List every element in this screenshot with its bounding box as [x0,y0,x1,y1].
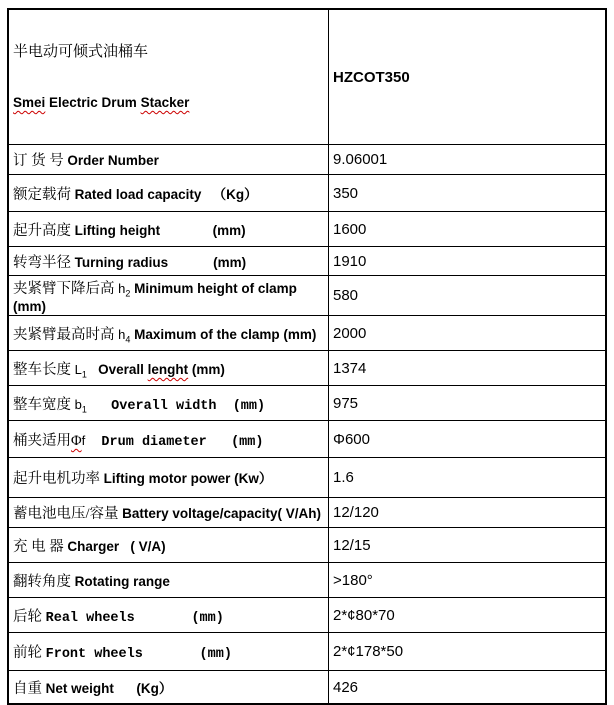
header-row [8,9,606,145]
spec-row-min-clamp-height [8,276,606,316]
spec-row-max-clamp-height [8,316,606,351]
spec-label: 桶夹适用Φf Drum diameter (mm) [8,421,329,458]
spec-value: 12/120 [329,498,607,528]
spec-label: 订 货 号 Order Number [8,145,329,175]
spec-value: 2*¢178*50 [329,633,607,671]
spec-row-drum-diameter [8,421,606,458]
spec-row-overall-length [8,351,606,386]
spec-label: 整车长度 $L_1$ Overall lenght (mm) [8,351,329,386]
spec-label: 起升高度 Lifting height (mm) [8,212,329,247]
spec-label: 额定载荷 Rated load capacity （Kg） [8,175,329,212]
spec-label: 蓄电池电压/容量 Battery voltage/capacity( V/Ah) [8,498,329,528]
spec-label: 起升电机功率 Lifting motor power (Kw） [8,458,329,498]
spec-label: 后轮 Real wheels (mm) [8,598,329,633]
spec-value: 580 [329,276,607,316]
spec-row-lifting-motor-power [8,458,606,498]
product-title-cell [8,9,329,145]
spec-value: 12/15 [329,528,607,563]
title-en-part-last: Stacker [140,94,190,110]
spec-row-battery [8,498,606,528]
spec-value: 1600 [329,212,607,247]
spec-label: 转弯半径 Turning radius (mm) [8,247,329,276]
spec-value: 2*¢80*70 [329,598,607,633]
spec-table [7,8,607,705]
title-en-part-misspelled: Smei [13,94,46,110]
spec-value: 1910 [329,247,607,276]
spec-row-front-wheels [8,633,606,671]
spec-value: 975 [329,386,607,421]
spec-value: 350 [329,175,607,212]
title-en-part-mid: Electric Drum [45,94,141,110]
spec-value: 1.6 [329,458,607,498]
spec-value: >180° [329,563,607,598]
spec-label: 夹紧臂下降后高 $h_2$ Minimum height of clamp (mm) [8,276,329,316]
spec-row-rear-wheels [8,598,606,633]
spec-row-overall-width [8,386,606,421]
spec-value: 1374 [329,351,607,386]
spec-row-order-number [8,145,606,175]
spec-row-charger [8,528,606,563]
spec-label: 整车宽度 $b_1$ Overall width (mm) [8,386,329,421]
spec-label: 充 电 器 Charger ( V/A) [8,528,329,563]
spec-row-rated-load [8,175,606,212]
spec-value: Φ600 [329,421,607,458]
product-title-cn: 半电动可倾式油桶车 [13,44,149,60]
spec-label: 翻转角度 Rotating range [8,563,329,598]
spec-label: 自重 Net weight (Kg） [8,671,329,704]
spec-value: 426 [329,671,607,704]
spec-label: 夹紧臂最高时高 $h_4$ Maximum of the clamp (mm) [8,316,329,351]
model-number: HZCOT350 [329,9,607,145]
spec-value: 9.06001 [329,145,607,175]
spec-row-rotating-range [8,563,606,598]
spec-value: 2000 [329,316,607,351]
spec-row-turning-radius [8,247,606,276]
spec-row-lifting-height [8,212,606,247]
spec-label: 前轮 Front wheels (mm) [8,633,329,671]
product-title-en [13,94,326,112]
spec-row-net-weight [8,671,606,704]
